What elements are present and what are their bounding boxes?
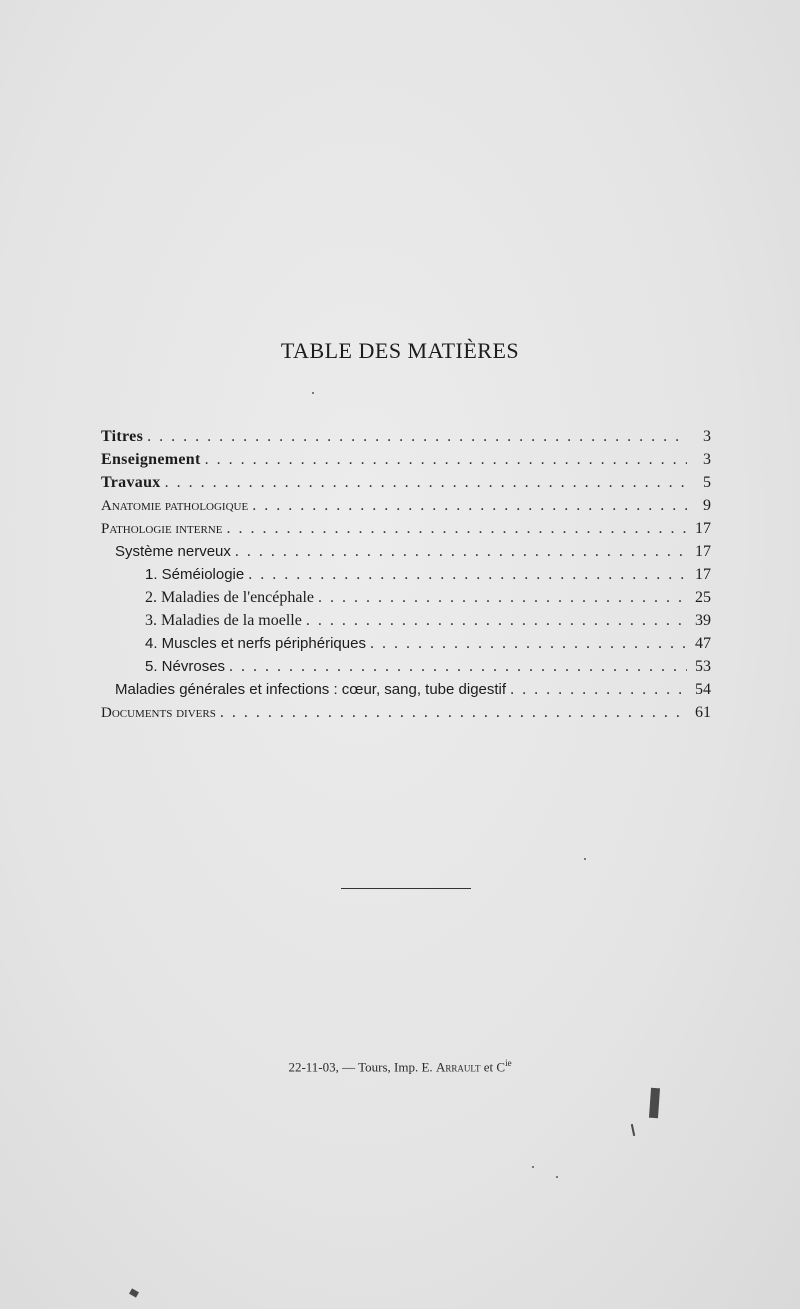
toc-entry-label: Pathologie interne	[101, 521, 223, 537]
toc-entry-label: Maladies générales et infections : cœur, sang, tube digestif	[115, 681, 507, 698]
toc-entry-label: 3. Maladies de la moelle	[145, 612, 302, 629]
toc-entry-page: 39	[695, 612, 711, 629]
toc-entry-page: 9	[703, 497, 711, 514]
toc-entry-page: 53	[695, 658, 711, 675]
toc-entry-page: 3	[703, 451, 711, 468]
paper-speck	[532, 1166, 534, 1168]
ink-stroke-mark	[631, 1124, 635, 1136]
toc-entry	[101, 681, 711, 704]
imprint-printer: Arrault	[435, 1059, 481, 1075]
dot-leader	[220, 704, 687, 722]
toc-entry-page: 25	[695, 589, 711, 606]
toc-entry	[101, 474, 711, 497]
dot-leader	[248, 566, 687, 584]
dot-leader	[229, 658, 687, 676]
paper-speck	[556, 1176, 558, 1178]
dot-leader	[318, 589, 687, 607]
imprint-sup: ie	[505, 1058, 512, 1068]
ink-blot-mark	[649, 1088, 660, 1119]
toc-entry-label: Enseignement	[101, 451, 201, 468]
toc-entry-page: 17	[695, 543, 711, 560]
toc-entry-label: Titres	[101, 428, 144, 445]
dot-leader	[165, 474, 687, 492]
toc-entry	[101, 428, 711, 451]
toc-entry-page: 3	[703, 428, 711, 445]
toc-entry	[101, 543, 711, 566]
toc-entry-label: 4. Muscles et nerfs périphériques	[145, 635, 366, 652]
page-title: TABLE DES MATIÈRES	[280, 338, 520, 363]
paper-speck	[584, 858, 586, 860]
toc-entry	[101, 635, 711, 658]
toc-entry	[101, 704, 711, 727]
printer-imprint	[0, 1058, 800, 1075]
toc-entry-page: 54	[695, 681, 711, 698]
dot-leader	[510, 681, 687, 699]
dot-leader	[252, 497, 687, 515]
toc-entry	[101, 589, 711, 612]
ink-corner-mark	[129, 1288, 139, 1297]
dot-leader	[147, 428, 687, 446]
toc-entry-label: 2. Maladies de l'encéphale	[145, 589, 315, 606]
toc-entry	[101, 451, 711, 474]
toc-entry	[101, 566, 711, 589]
dot-leader	[235, 543, 687, 561]
toc-entry-label: Documents divers	[101, 705, 216, 721]
table-of-contents	[101, 428, 711, 727]
dot-leader	[370, 635, 687, 653]
toc-entry-label: Système nerveux	[115, 543, 231, 560]
toc-entry-page: 61	[695, 704, 711, 721]
toc-entry-page: 17	[695, 520, 711, 537]
paper-speck	[312, 392, 314, 394]
toc-entry-page: 47	[695, 635, 711, 652]
toc-entry-label: Anatomie pathologique	[101, 498, 249, 514]
toc-entry	[101, 612, 711, 635]
dot-leader	[205, 451, 687, 469]
toc-entry-page: 17	[695, 566, 711, 583]
imprint-suffix: et C	[480, 1059, 506, 1075]
dot-leader	[226, 520, 687, 538]
toc-entry-label: 1. Séméiologie	[145, 566, 245, 583]
dot-leader	[306, 612, 687, 630]
horizontal-rule	[341, 888, 471, 889]
toc-entry	[101, 520, 711, 543]
toc-entry	[101, 497, 711, 520]
toc-entry-page: 5	[703, 474, 711, 491]
imprint-prefix: 22-11-03, — Tours, Imp. E.	[288, 1059, 436, 1075]
toc-entry-label: 5. Névroses	[145, 658, 226, 675]
toc-entry-label: Travaux	[101, 474, 161, 491]
toc-entry	[101, 658, 711, 681]
